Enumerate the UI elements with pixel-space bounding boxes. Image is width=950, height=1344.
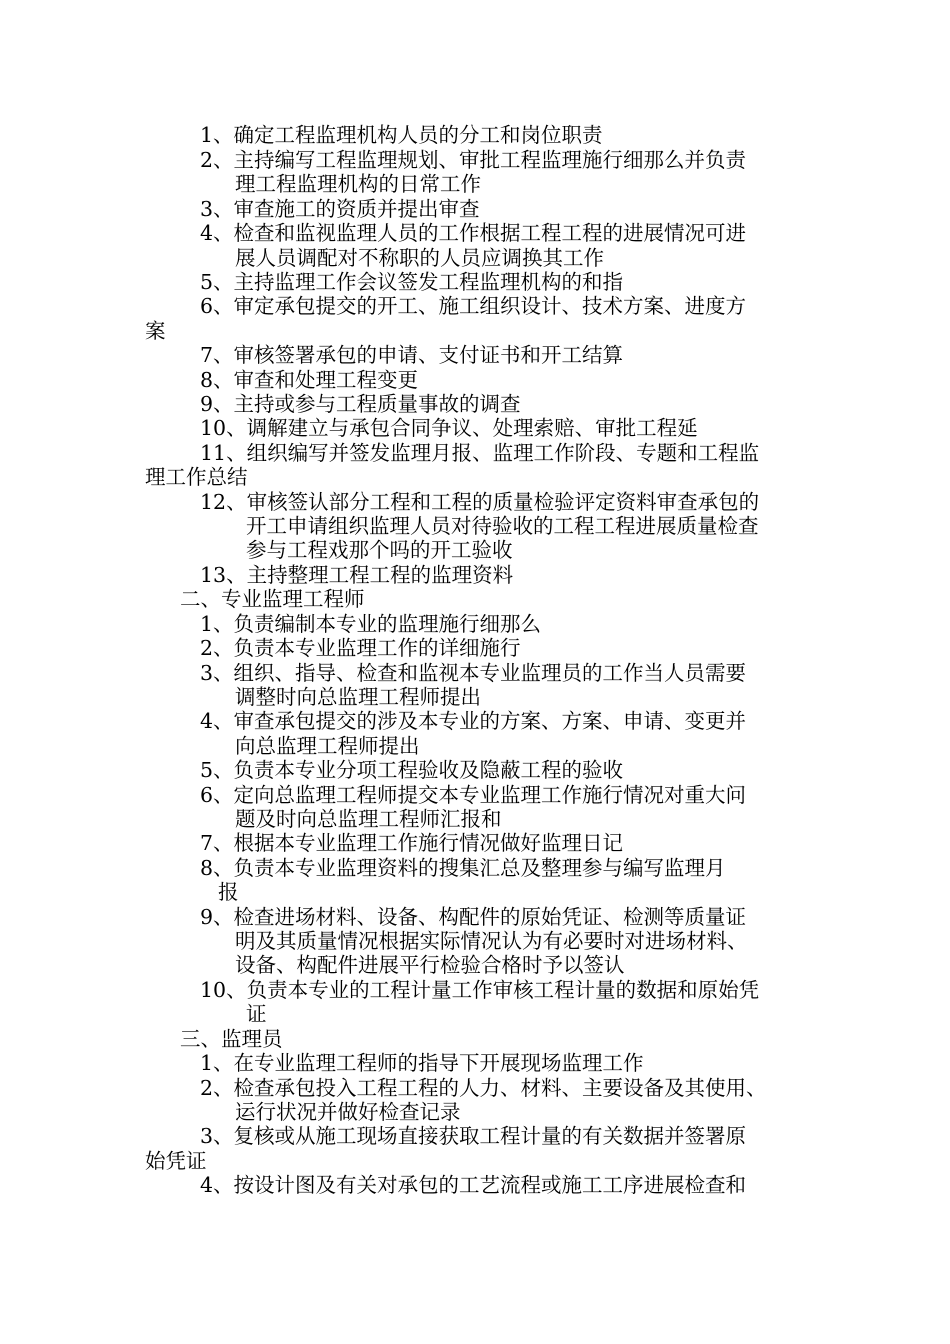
text-line: 11、组织编写并签发监理月报、监理工作阶段、专题和工程监 (200, 441, 760, 465)
text-line: 向总监理工程师提出 (235, 734, 420, 758)
text-line: 1、负责编制本专业的监理施行细那么 (200, 612, 542, 636)
text-line: 2、检查承包投入工程工程的人力、材料、主要设备及其使用、 (200, 1076, 767, 1100)
text-line: 3、复核或从施工现场直接获取工程计量的有关数据并签署原 (200, 1124, 747, 1148)
text-line: 展人员调配对不称职的人员应调换其工作 (235, 246, 604, 270)
text-line: 7、根据本专业监理工作施行情况做好监理日记 (200, 831, 624, 855)
text-line: 7、审核签署承包的申请、支付证书和开工结算 (200, 343, 624, 367)
text-line: 3、组织、指导、检查和监视本专业监理员的工作当人员需要 (200, 661, 747, 685)
text-line: 调整时向总监理工程师提出 (235, 685, 481, 709)
text-line: 4、审查承包提交的涉及本专业的方案、方案、申请、变更并 (200, 709, 747, 733)
text-line: 10、调解建立与承包合同争议、处理索赔、审批工程延 (200, 416, 698, 440)
text-line: 3、审查施工的资质并提出审查 (200, 197, 480, 221)
text-line: 9、主持或参与工程质量事故的调查 (200, 392, 521, 416)
text-line: 6、审定承包提交的开工、施工组织设计、技术方案、进度方 (200, 294, 747, 318)
text-line: 案 (145, 319, 166, 343)
text-line: 明及其质量情况根据实际情况认为有必要时对进场材料、 (235, 929, 748, 953)
text-line: 参与工程戏那个吗的开工验收 (246, 538, 513, 562)
text-line: 2、主持编写工程监理规划、审批工程监理施行细那么并负责 (200, 148, 747, 172)
text-line: 2、负责本专业监理工作的详细施行 (200, 636, 521, 660)
text-line: 13、主持整理工程工程的监理资料 (200, 563, 514, 587)
text-line: 8、负责本专业监理资料的搜集汇总及整理参与编写监理月 (200, 856, 726, 880)
section-heading: 二、专业监理工程师 (180, 587, 365, 611)
text-line: 1、在专业监理工程师的指导下开展现场监理工作 (200, 1051, 644, 1075)
text-line: 开工申请组织监理人员对待验收的工程工程进展质量检查 (246, 514, 759, 538)
text-line: 4、检查和监视监理人员的工作根据工程工程的进展情况可进 (200, 221, 747, 245)
text-line: 始凭证 (145, 1149, 207, 1173)
text-line: 12、审核签认部分工程和工程的质量检验评定资料审查承包的 (200, 490, 760, 514)
text-line: 题及时向总监理工程师汇报和 (235, 807, 502, 831)
text-line: 5、主持监理工作会议签发工程监理机构的和指 (200, 270, 624, 294)
section-heading: 三、监理员 (180, 1027, 283, 1051)
text-line: 设备、构配件进展平行检验合格时予以签认 (235, 953, 625, 977)
text-line: 1、确定工程监理机构人员的分工和岗位职责 (200, 123, 603, 147)
text-line: 运行状况并做好检查记录 (235, 1100, 461, 1124)
text-line: 证 (246, 1002, 267, 1026)
text-line: 9、检查进场材料、设备、构配件的原始凭证、检测等质量证 (200, 905, 747, 929)
text-line: 4、按设计图及有关对承包的工艺流程或施工工序进展检查和 (200, 1173, 747, 1197)
text-line: 10、负责本专业的工程计量工作审核工程计量的数据和原始凭 (200, 978, 760, 1002)
text-line: 报 (218, 880, 239, 904)
text-line: 理工程监理机构的日常工作 (235, 172, 481, 196)
text-line: 6、定向总监理工程师提交本专业监理工作施行情况对重大问 (200, 783, 747, 807)
text-line: 理工作总结 (145, 465, 248, 489)
text-line: 5、负责本专业分项工程验收及隐蔽工程的验收 (200, 758, 624, 782)
text-line: 8、审查和处理工程变更 (200, 368, 419, 392)
